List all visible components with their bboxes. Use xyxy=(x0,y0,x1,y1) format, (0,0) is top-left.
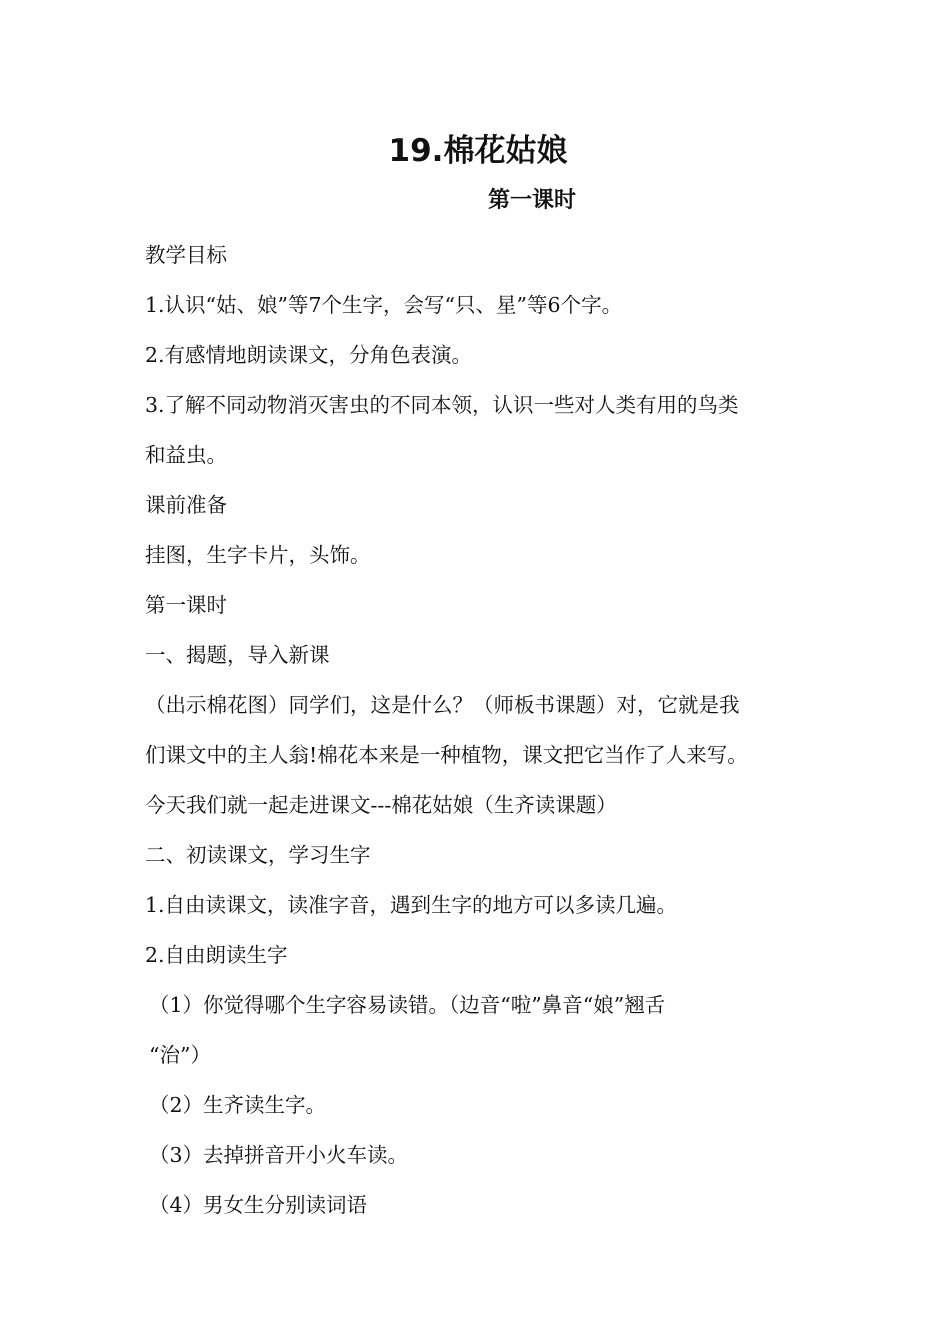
sub-item-1-continued: “治”） xyxy=(149,1043,211,1067)
sub-item-1: （1）你觉得哪个生字容易读错。（边音“啦”鼻音“娘”翘舌 xyxy=(149,993,666,1017)
paragraph-line: 今天我们就一起走进课文---棉花姑娘（生齐读课题） xyxy=(145,793,617,817)
section-heading-preparation: 课前准备 xyxy=(145,493,227,517)
paragraph-line: 们课文中的主人翁!棉花本来是一种植物，课文把它当作了人来写。 xyxy=(145,743,748,767)
document-subtitle: 第一课时 xyxy=(488,188,577,213)
document-body xyxy=(145,230,805,1230)
sub-item-3: （3）去掉拼音开小火车读。 xyxy=(149,1143,409,1167)
document-title: 19.棉花姑娘 xyxy=(388,133,568,169)
step-2-item-1: 1.自由读课文，读准字音，遇到生字的地方可以多读几遍。 xyxy=(145,893,678,917)
step-2-heading: 二、初读课文，学习生字 xyxy=(145,843,371,867)
sub-item-2: （2）生齐读生字。 xyxy=(149,1093,327,1117)
step-2-item-2: 2.自由朗读生字 xyxy=(145,943,288,967)
preparation-text: 挂图，生字卡片，头饰。 xyxy=(145,543,371,567)
objective-2: 2.有感情地朗读课文，分角色表演。 xyxy=(145,343,473,367)
objective-3: 3.了解不同动物消灭害虫的不同本领，认识一些对人类有用的鸟类 xyxy=(145,393,739,417)
section-heading-lesson: 第一课时 xyxy=(145,593,227,617)
objective-1: 1.认识“姑、娘”等7个生字，会写“只、星”等6个字。 xyxy=(145,293,623,317)
section-heading-objectives: 教学目标 xyxy=(145,243,227,267)
objective-3-continued: 和益虫。 xyxy=(145,443,227,467)
sub-item-4: （4）男女生分别读词语 xyxy=(149,1193,368,1217)
paragraph-line: （出示棉花图）同学们，这是什么？（师板书课题）对，它就是我 xyxy=(145,693,740,717)
step-1-heading: 一、揭题，导入新课 xyxy=(145,643,330,667)
